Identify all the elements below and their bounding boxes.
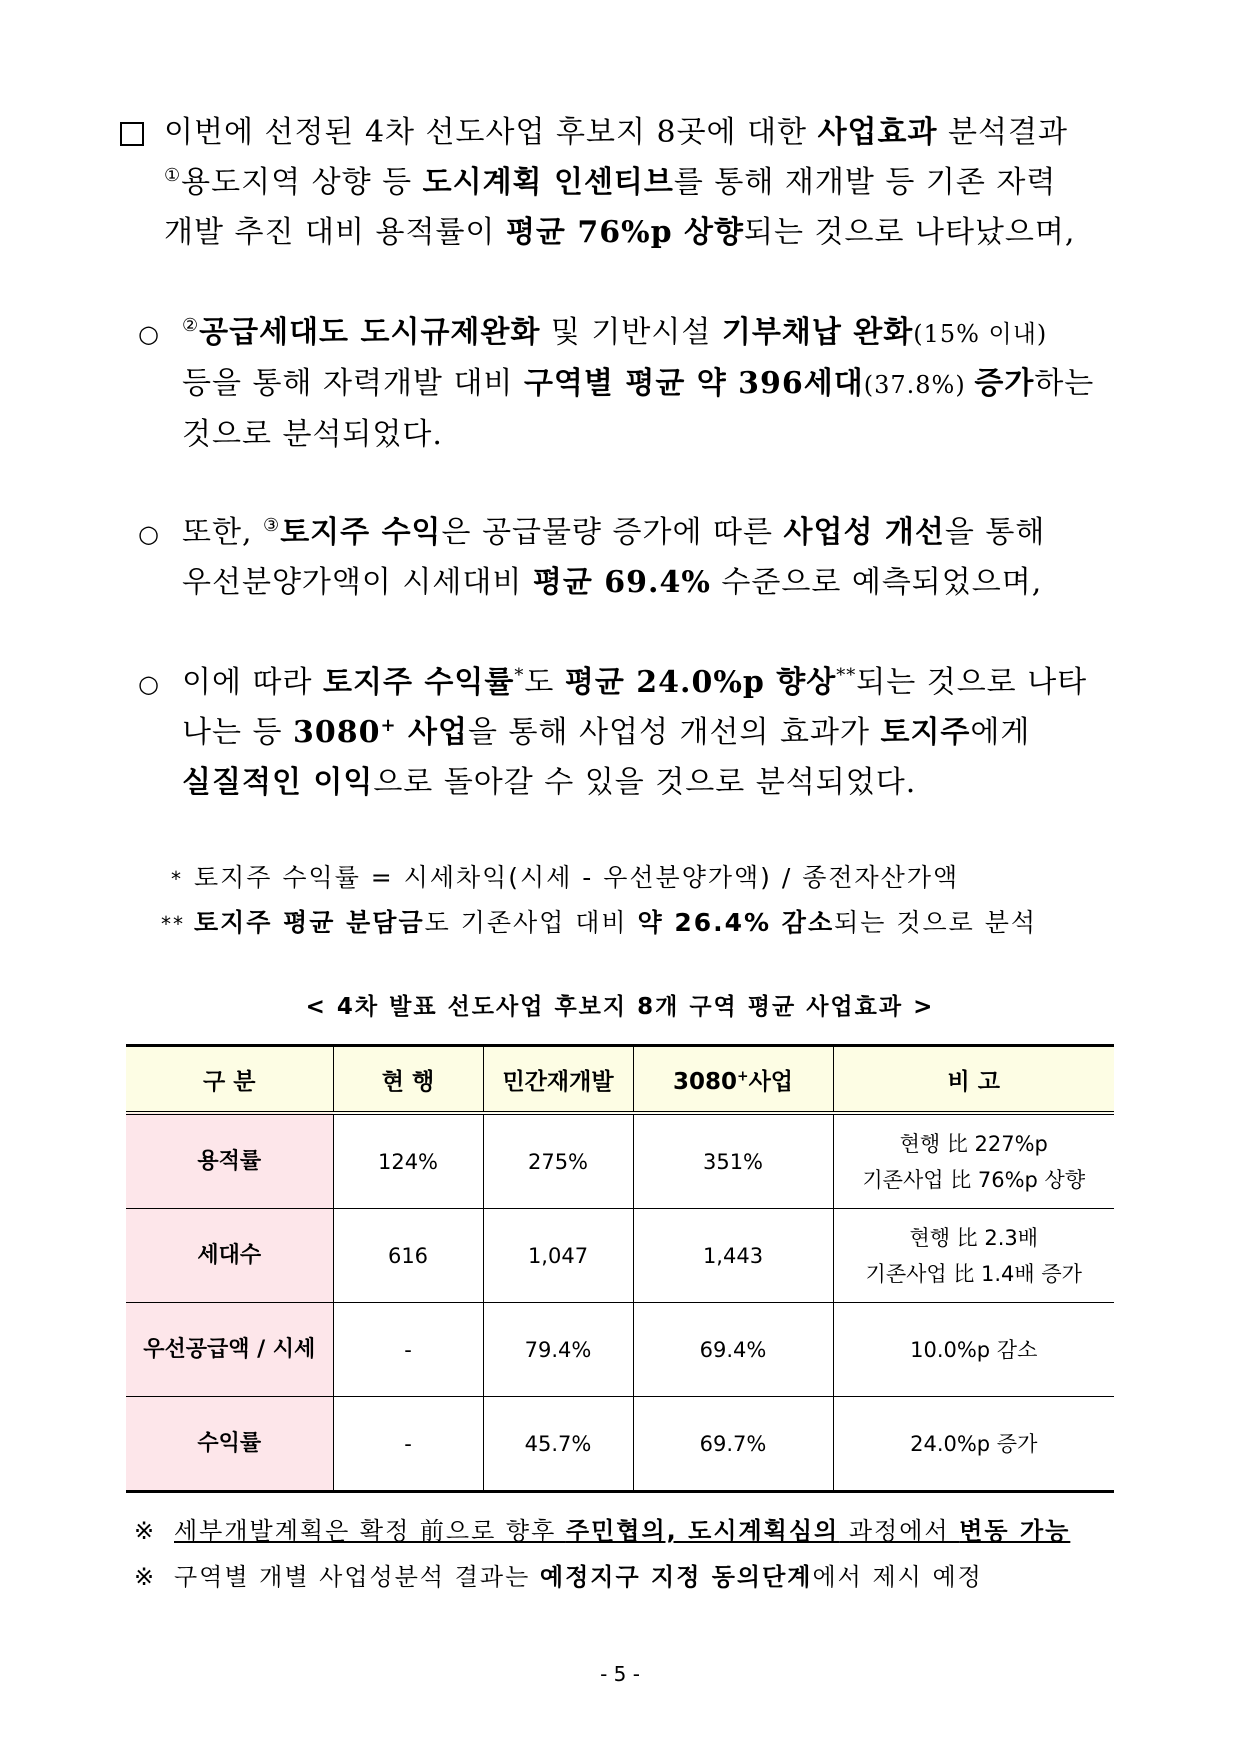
bold-text: 평균 76%p 상향 <box>505 215 744 250</box>
paragraph-4 <box>182 658 1087 808</box>
bold-text: 주민협의, 도시계획심의 <box>565 1517 840 1545</box>
text: 도 <box>524 665 565 700</box>
p3-line-1 <box>182 508 1045 558</box>
cell-remark: 10.0%p 감소 <box>833 1303 1114 1397</box>
cell-current: - <box>333 1397 483 1492</box>
text: 과정에서 <box>839 1517 960 1545</box>
remark-line: 현행 比 227%p <box>899 1131 1048 1156</box>
footnotes <box>160 856 1037 946</box>
text: 되는 것으로 나타 <box>856 665 1088 700</box>
text: 토지주 수익률 = 시세차익(시세 - 우선분양가액) / 종전자산가액 <box>194 863 960 892</box>
remark-line: 기존사업 比 1.4배 증가 <box>865 1261 1082 1286</box>
text: 이에 따라 <box>182 665 323 700</box>
cell-project: 69.7% <box>633 1397 833 1492</box>
superscript-plus: + <box>737 1067 749 1084</box>
p1-line-2 <box>164 158 1075 208</box>
remark-2 <box>134 1554 1070 1600</box>
bold-text: 구역별 평균 약 396세대 <box>523 366 864 401</box>
text: 되는 것으로 나타났으며, <box>744 215 1076 250</box>
row-label: 수익률 <box>126 1397 333 1492</box>
table-row <box>126 1113 1114 1209</box>
bold-text: 토지주 수익 <box>280 515 442 550</box>
text: 개발 추진 대비 용적률이 <box>164 215 506 250</box>
cell-remark <box>833 1209 1114 1303</box>
row-label: 용적률 <box>126 1113 333 1209</box>
text: 에게 <box>970 715 1031 750</box>
bold-text: 예정지구 지정 동의단계 <box>539 1563 813 1591</box>
bold-text: 사업성 개선 <box>783 515 945 550</box>
remark-1 <box>134 1508 1070 1554</box>
footnote-mark: ** <box>836 665 857 686</box>
p3-line-2 <box>182 558 1045 608</box>
header-category: 구 분 <box>126 1046 333 1114</box>
header-current: 현 행 <box>333 1046 483 1114</box>
bold-text: 공급세대도 도시규제완화 <box>199 315 541 350</box>
paragraph-1 <box>164 108 1075 258</box>
bold-text: 기부채납 완화 <box>721 315 914 350</box>
p1-line-3 <box>164 208 1075 258</box>
circle-bullet: ○ <box>138 670 159 698</box>
text: 용도지역 상향 등 <box>181 165 423 200</box>
row-label: 세대수 <box>126 1209 333 1303</box>
project-effect-table <box>126 1044 1114 1493</box>
circled-number: ① <box>164 165 182 186</box>
bold-text: 약 26.4% 감소 <box>637 908 835 937</box>
table-row <box>126 1397 1114 1492</box>
text: 으로 돌아갈 수 있을 것으로 분석되었다. <box>373 765 917 800</box>
text: 를 통해 재개발 등 기존 자력 <box>673 165 1057 200</box>
footnote-mark: * <box>514 665 525 686</box>
cell-project: 351% <box>633 1113 833 1209</box>
remark-line: 기존사업 比 76%p 상향 <box>862 1167 1086 1192</box>
cell-remark: 24.0%p 증가 <box>833 1397 1114 1492</box>
text: 을 통해 사업성 개선의 효과가 <box>468 715 881 750</box>
text: 구역별 개별 사업성분석 결과는 <box>174 1563 540 1591</box>
text: 수준으로 예측되었으며, <box>710 565 1043 600</box>
text: (37.8%) <box>863 371 975 399</box>
text: 등을 통해 자력개발 대비 <box>182 366 524 401</box>
superscript-plus: + <box>380 715 397 736</box>
text: 및 기반시설 <box>540 315 722 350</box>
reference-mark: ※ <box>134 1517 157 1545</box>
cell-current: - <box>333 1303 483 1397</box>
bold-text: 토지주 평균 분담금 <box>194 908 425 937</box>
remark-line: 현행 比 2.3배 <box>909 1225 1039 1250</box>
text: 이번에 선정된 4차 선도사업 후보지 8곳에 대한 <box>164 115 818 150</box>
paragraph-2 <box>182 308 1094 460</box>
paragraph-3 <box>182 508 1045 608</box>
footnote-mark: * <box>171 867 183 891</box>
circled-number: ② <box>182 315 200 336</box>
remarks <box>134 1508 1070 1600</box>
circle-bullet: ○ <box>138 520 159 548</box>
reference-mark: ※ <box>134 1563 157 1591</box>
p2-line-2 <box>182 359 1094 410</box>
bold-text: 변동 가능 <box>959 1517 1071 1545</box>
text: 은 공급물량 증가에 따른 <box>441 515 784 550</box>
text: 을 통해 <box>944 515 1046 550</box>
table-header-row <box>126 1046 1114 1114</box>
bold-text: 평균 69.4% <box>532 565 711 600</box>
header-remarks: 비 고 <box>833 1046 1114 1114</box>
cell-private: 79.4% <box>483 1303 633 1397</box>
footnote-2 <box>152 901 1037 946</box>
p2-line-3 <box>182 410 1094 460</box>
bold-text: 사업 <box>396 715 469 750</box>
text: (15% 이내) <box>913 320 1048 348</box>
bold-text: 사업효과 <box>817 115 938 150</box>
cell-project: 1,443 <box>633 1209 833 1303</box>
table-caption: < 4차 발표 선도사업 후보지 8개 구역 평균 사업효과 > <box>305 994 935 1020</box>
text: 에서 제시 예정 <box>812 1563 983 1591</box>
bold-text: 평균 24.0%p 향상 <box>564 665 837 700</box>
checkbox-square-bullet <box>120 122 144 146</box>
circle-bullet: ○ <box>138 320 159 348</box>
bold-text: 실질적인 이익 <box>182 765 374 800</box>
text: 것으로 분석되었다. <box>182 417 443 452</box>
text: 하는 <box>1034 366 1095 401</box>
circled-number: ③ <box>263 515 281 536</box>
p4-line-3 <box>182 758 1087 808</box>
text: 또한, <box>182 515 264 550</box>
text: 도 기존사업 대비 <box>424 908 638 937</box>
text: 되는 것으로 분석 <box>834 908 1038 937</box>
cell-private: 275% <box>483 1113 633 1209</box>
header-3080-project <box>633 1046 833 1114</box>
table-row <box>126 1303 1114 1397</box>
cell-remark <box>833 1113 1114 1209</box>
cell-private: 1,047 <box>483 1209 633 1303</box>
underlined-remark <box>174 1517 1070 1545</box>
p1-line-1 <box>164 108 1075 158</box>
cell-current: 616 <box>333 1209 483 1303</box>
p2-line-1 <box>182 308 1094 359</box>
footnote-1 <box>160 856 1037 901</box>
p4-line-1 <box>182 658 1087 708</box>
footnote-mark: ** <box>161 912 185 936</box>
cell-project: 69.4% <box>633 1303 833 1397</box>
text: 우선분양가액이 시세대비 <box>182 565 533 600</box>
cell-current: 124% <box>333 1113 483 1209</box>
row-label: 우선공급액 / 시세 <box>126 1303 333 1397</box>
bold-text: 3080 <box>293 715 381 750</box>
text: 세부개발계획은 확정 前으로 향후 <box>174 1517 566 1545</box>
table-row <box>126 1209 1114 1303</box>
cell-private: 45.7% <box>483 1397 633 1492</box>
p4-line-2 <box>182 708 1087 758</box>
header-private-redevelopment: 민간재개발 <box>483 1046 633 1114</box>
bold-text: 도시계획 인센티브 <box>422 165 674 200</box>
text: 사업 <box>748 1068 793 1095</box>
bold-text: 토지주 <box>880 715 971 750</box>
text: 3080 <box>672 1068 737 1095</box>
page-number: - 5 - <box>600 1662 640 1686</box>
bold-text: 토지주 수익률 <box>323 665 515 700</box>
text: 나는 등 <box>182 715 294 750</box>
bold-text: 증가 <box>974 366 1035 401</box>
text: 분석결과 <box>937 115 1068 150</box>
